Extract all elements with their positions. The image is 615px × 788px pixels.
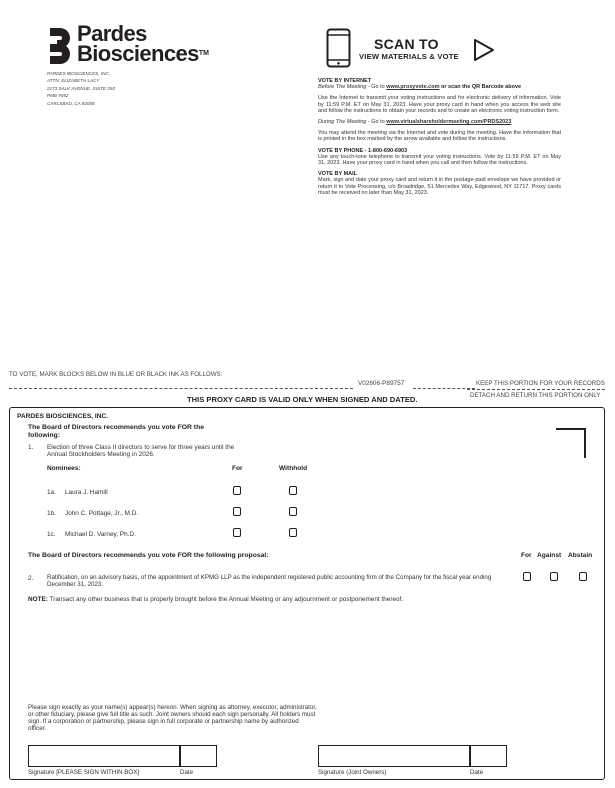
detach-dashed-line (467, 389, 605, 390)
nominee-1b-for-checkbox[interactable] (233, 507, 241, 516)
item-1-text: Election of three Class II directors to serve for three years until the Annual Stockholders Meeting in 2026. (47, 444, 235, 458)
address-line: PARDES BIOSCIENCES, INC. (47, 71, 110, 76)
nominee-1b-withhold-checkbox[interactable] (289, 507, 297, 516)
pardes-logo-mark (48, 26, 72, 66)
control-code: V02606-P89757 (358, 380, 405, 387)
nominee-1c-for-checkbox[interactable] (233, 528, 241, 537)
joint-signature-box[interactable] (318, 745, 470, 767)
internet-body: Use the Internet to transmit your voting instructions and for electronic delivery of information. Vote by 11:59 P.M. ET on May 31, 2023. Have your proxy card in hand when you access the web site and follow the instructions to obtain your records and to create an electronic voting instruction form. (318, 95, 561, 114)
corner-mark (556, 428, 586, 458)
address-line: PMB #052 (47, 93, 69, 99)
proposal-2-for-checkbox[interactable] (523, 572, 531, 581)
nominee-1a-for-checkbox[interactable] (233, 486, 241, 495)
joint-signature-label: Signature (Joint Owners) (318, 769, 387, 776)
note-text (28, 596, 403, 603)
nominee-1c-withhold-checkbox[interactable] (289, 528, 297, 537)
withhold-header: Withhold (279, 465, 308, 472)
note-body: Transact any other business that is properly brought before the Annual Meeting or any adjournment or postponement thereof. (47, 596, 404, 603)
mark-blocks-note: TO VOTE, MARK BLOCKS BELOW IN BLUE OR BLACK INK AS FOLLOWS: (9, 371, 223, 378)
detach-dashed-line (9, 388, 353, 389)
signature-date-box[interactable] (180, 745, 217, 767)
address-line: ATTN: ELIZABETH LACY (47, 78, 100, 84)
board-recommendation-1: The Board of Directors recommends you vote FOR the following: (28, 424, 204, 439)
proposal-abstain-header: Abstain (568, 552, 593, 559)
mail-heading: VOTE BY MAIL (318, 171, 358, 178)
phone-body: Use any touch-tone telephone to transmit your voting instructions. Vote by 11:59 P.M. ET on May 31, 2023. Have your proxy card in hand when you call and then follow the instructions. (318, 153, 561, 167)
during-meeting-mid: - Go to (366, 119, 387, 126)
scan-title: SCAN TO (374, 36, 439, 52)
nominee-name: Michael D. Varney, Ph.D. (65, 531, 136, 538)
item-2-number: 2. (28, 575, 34, 582)
for-header: For (232, 465, 243, 472)
note-label: NOTE: (28, 596, 48, 603)
during-meeting-label: During The Meeting (318, 119, 367, 126)
board-recommendation-2: The Board of Directors recommends you vote FOR the following proposal: (28, 552, 269, 559)
nominee-name: Laura J. Hamill (65, 489, 108, 496)
card-company-name: PARDES BIOSCIENCES, INC. (17, 413, 109, 420)
phone-heading: VOTE BY PHONE - 1-800-690-6903 (318, 147, 408, 154)
detach-dashed-line (413, 388, 475, 389)
mail-body: Mark, sign and date your proxy card and return it in the postage-paid envelope we have provided or return it to Vote Processing, c/o Broadridge, 51 Mercedes Way, Edgewood, NY 11717. Proxy cards must be received no later than May 31, 2023. (318, 177, 561, 196)
company-logo-text (77, 21, 209, 66)
item-1-number: 1. (28, 444, 34, 451)
scan-subtitle: VIEW MATERIALS & VOTE (359, 52, 459, 61)
proposal-2-against-checkbox[interactable] (550, 572, 558, 581)
proposal-2-abstain-checkbox[interactable] (579, 572, 587, 581)
smartphone-icon (326, 28, 351, 68)
before-meeting-suffix: or scan the QR Barcode above (439, 84, 522, 91)
signature-box[interactable] (28, 745, 180, 767)
signing-instructions: Please sign exactly as your name(s) appear(s) hereon. When signing as attorney, executor, administrator, or other fiduciary, please give full title as such. Joint owners should each sign personally. All holders must sign. If a corporation or partnership, please sign in full corporate or partnership name by authorized officer. (28, 704, 317, 732)
proxyvote-link[interactable]: www.proxyvote.com (386, 84, 440, 91)
virtual-meeting-link[interactable]: www.virtualshareholdermeeting.com/PRDS2023 (386, 119, 512, 126)
joint-date-box[interactable] (470, 745, 507, 767)
before-meeting-mid: - Go to (366, 84, 387, 91)
detach-portion-label: DETACH AND RETURN THIS PORTION ONLY (470, 392, 601, 399)
joint-date-label: Date (470, 769, 484, 776)
logo-line-2: Biosciences (77, 41, 199, 66)
company-address (47, 70, 115, 107)
nominee-1a-withhold-checkbox[interactable] (289, 486, 297, 495)
signature-label: Signature [PLEASE SIGN WITHIN BOX] (28, 769, 140, 776)
voting-instructions (318, 78, 561, 201)
proposal-against-header: Against (537, 552, 562, 559)
trademark-mark: TM (198, 50, 209, 57)
nominee-number: 1a. (47, 489, 56, 496)
address-line: CARLSBAD, CA 92008 (47, 100, 95, 106)
nominee-number: 1c. (47, 531, 56, 538)
before-meeting-label: Before The Meeting (318, 84, 367, 91)
address-line: 2173 SALK AVENUE, SUITE 250 (47, 85, 116, 91)
internet-heading: VOTE BY INTERNET (318, 78, 372, 84)
valid-when-signed: THIS PROXY CARD IS VALID ONLY WHEN SIGNED AND DATED. (187, 395, 418, 404)
logo-line-1: Pardes (77, 21, 147, 46)
during-body: You may attend the meeting via the Internet and vote during the meeting. Have the information that is printed in the box marked by the arrow available and follow the instructions. (318, 130, 561, 143)
nominee-number: 1b. (47, 510, 56, 517)
nominees-header: Nominees: (47, 465, 81, 472)
date-label: Date (180, 769, 194, 776)
keep-portion-label: KEEP THIS PORTION FOR YOUR RECORDS (476, 380, 605, 387)
play-arrow-icon (473, 38, 495, 62)
proposal-for-header: For (521, 552, 532, 559)
item-2-text: Ratification, on an advisory basis, of the appointment of KPMG LLP as the independent registered public accounting firm of the Company for the fiscal year ending December 31, 2023. (47, 574, 492, 588)
nominee-name: John C. Pottage, Jr., M.D. (65, 510, 139, 517)
